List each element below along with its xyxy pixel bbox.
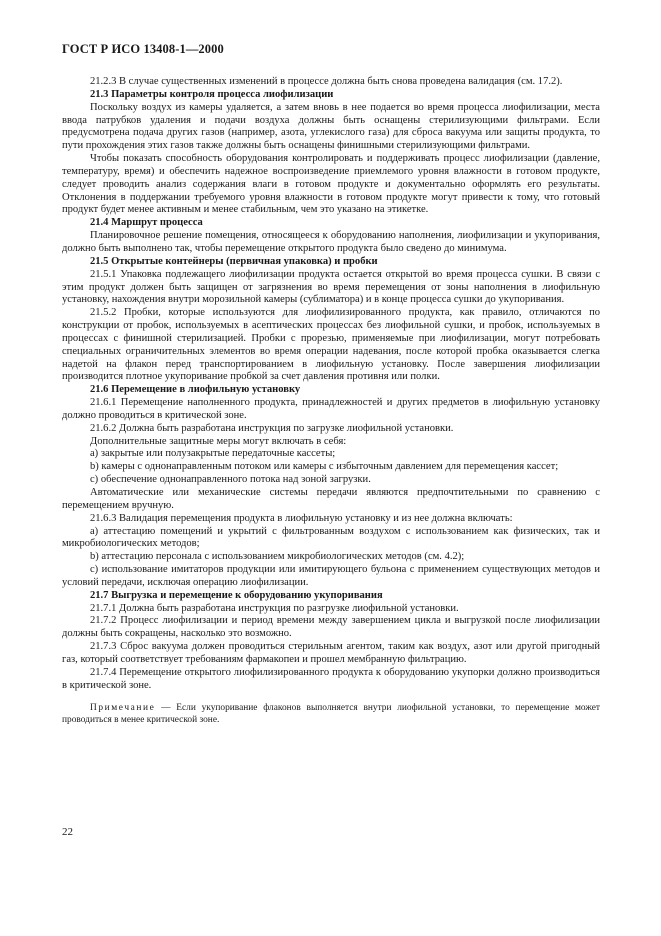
list-item: a) аттестацию помещений и укрытий с фильтрованным воздухом с использованием как физических, так и микробиологических методов; — [62, 525, 600, 550]
paragraph: 21.6.1 Перемещение наполненного продукта, принадлежностей и других предметов в лиофильную установку должно проводиться в критической зоне. — [62, 397, 600, 421]
list-item: c) обеспечение однонаправленного потока над зоной загрузки. — [90, 474, 371, 486]
page-number: 22 — [62, 826, 73, 838]
note-text: — Если укупоривание флаконов выполняется внутри лиофильной установки, то перемещение может проводиться в менее критической зоне. — [62, 702, 600, 725]
paragraph: 21.5.2 Пробки, которые используются для лиофилизированного продукта, как правило, отличаются по конструкции от пробок, используемых в асептических процессах без лиофильной сушки, и пробок, используемых в процессах с финишной стерилизацией. Пробки с прорезью, применяемые при лиофилизации, могут потребовать специальных ограничительных элементов во время операции надевания, после которой пробка оказывается слегка надетой на флакон перед транспортированием в лиофильную установку. После завершения лиофилизации производится плотное укупоривание пробкой за счет давления противня или полки. — [62, 307, 600, 383]
note-label: Примечание — [90, 702, 156, 713]
document-body — [62, 76, 600, 726]
paragraph: 21.6.3 Валидация перемещения продукта в лиофильную установку и из нее должна включать: — [90, 512, 513, 524]
section-heading: 21.4 Маршрут процесса — [90, 217, 203, 229]
list-item: b) аттестацию персонала с использованием микробиологических методов (см. 4.2); — [90, 551, 465, 563]
paragraph: 21.5.1 Упаковка подлежащего лиофилизации продукта остается открытой во время процесса сушки. В связи с этим продукт должен быть защищен от загрязнения во время перемещения от зоны наполнения в лиофильную установку, нахождения внутри морозильной камеры (сублиматора) и в конце процесса сушки до укупоривания. — [62, 268, 600, 306]
paragraph: Чтобы показать способность оборудования контролировать и поддерживать процесс лиофилизации (давление, температуру, время) и обеспечить надежное воспроизведение приемлемого уровня влажности в готовом продукте, следует проводить анализ содержания влаги в готовом продукте и документально оформлять его результаты. Отклонения в поддержании требуемого уровня влажности в готовом продукте могут привести к тому, что готовый продукт будет менее активным и менее стабильным, чем это указано на этикетке. — [62, 153, 600, 216]
paragraph: 21.7.4 Перемещение открытого лиофилизированного продукта к оборудованию укупорки должно производиться в критической зоне. — [62, 666, 600, 691]
paragraph: Дополнительные защитные меры могут включать в себя: — [90, 435, 347, 447]
note — [62, 702, 600, 726]
paragraph: Автоматические или механические системы передачи являются предпочтительными по сравнению с перемещением вручную. — [62, 487, 600, 511]
section-heading: 21.5 Открытые контейнеры (первичная упаковка) и пробки — [90, 255, 378, 267]
paragraph: 21.7.3 Сброс вакуума должен проводиться стерильным агентом, таким как воздух, азот или другой пригодный газ, который соответствует требованиям фармакопеи и прошел мембранную фильтрацию. — [62, 641, 600, 665]
paragraph: 21.7.1 Должна быть разработана инструкция по разгрузке лиофильной установки. — [90, 602, 459, 614]
paragraph: 21.6.2 Должна быть разработана инструкция по загрузке лиофильной установки. — [90, 422, 454, 434]
list-item: c) использование имитаторов продукции или имитирующего бульона с применением существующих методов и условий передачи, исключая операцию лиофилизации. — [62, 564, 600, 588]
section-heading: 21.6 Перемещение в лиофильную установку — [90, 384, 301, 396]
section-heading: 21.3 Параметры контроля процесса лиофилизации — [90, 88, 334, 100]
document-header: ГОСТ Р ИСО 13408-1—2000 — [62, 42, 224, 56]
section-heading: 21.7 Выгрузка и перемещение к оборудованию укупоривания — [90, 589, 383, 601]
paragraph: Планировочное решение помещения, относящееся к оборудованию наполнения, лиофилизации и укупоривания, должно быть выполнено так, чтобы перемещение открытого продукта было сведено до минимума. — [62, 230, 600, 254]
paragraph: Поскольку воздух из камеры удаляется, а затем вновь в нее подается во время процесса лиофилизации, места ввода патрубков удаления и подачи воздуха должны быть оснащены стерилизующими фильтрами. Если предусмотрена подача других газов (например, азота, углекислого газа) для сброса вакуума или защиты продукта, то пути прохождения этих газов также должны быть оснащены финишными стерилизующими фильтрами. — [62, 101, 600, 152]
list-item: a) закрытые или полузакрытые передаточные кассеты; — [90, 448, 336, 460]
paragraph: 21.2.3 В случае существенных изменений в процессе должна быть снова проведена валидация (см. 17.2). — [90, 76, 563, 87]
paragraph: 21.7.2 Процесс лиофилизации и период времени между завершением цикла и выгрузкой после лиофилизации должны быть сокращены, насколько это возможно. — [62, 615, 600, 640]
list-item: b) камеры с однонаправленным потоком или камеры с избыточным давлением для перемещения кассет; — [90, 461, 559, 473]
